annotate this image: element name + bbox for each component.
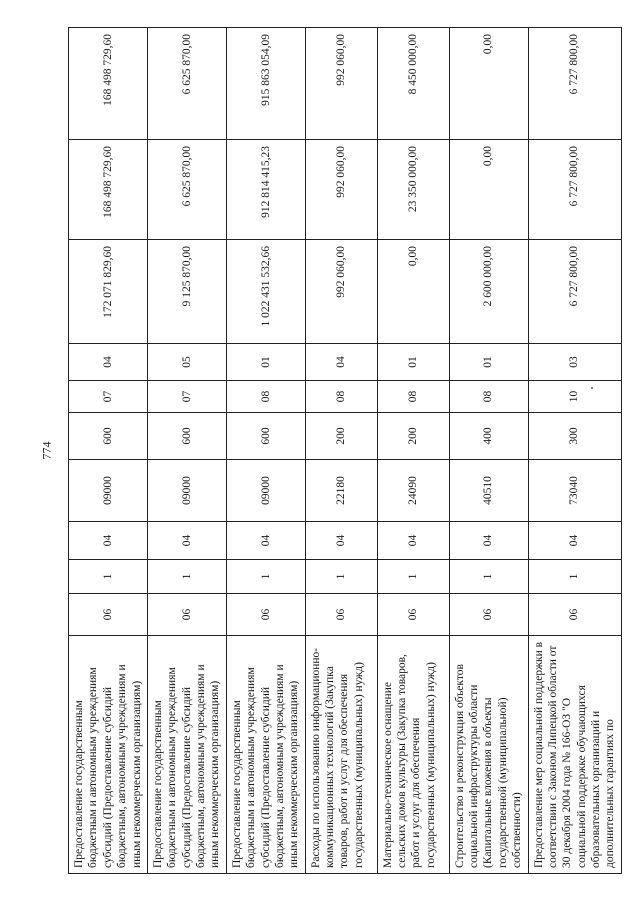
row-description: Предоставление государственным бюджетным и автономным учреждениям субсидий (Предоставление субсидий бюджетным, автономным учреждениям и иным некоммерческим организациям) xyxy=(226,636,305,874)
table-row xyxy=(226,28,305,874)
table-row xyxy=(147,28,226,874)
subprogram-code-cell: 1 xyxy=(226,560,305,594)
subprogram-code-cell: 1 xyxy=(305,560,377,594)
table-row xyxy=(528,28,621,874)
subsection-cell: 04 xyxy=(305,344,377,381)
budget-table xyxy=(68,27,622,874)
budget-table-rotated xyxy=(68,28,617,874)
page-number: 774 xyxy=(39,441,54,460)
section-cell: 10 xyxy=(528,381,621,413)
amount-year1-cell: 992 060,00 xyxy=(305,240,377,344)
section-cell: 08 xyxy=(226,381,305,413)
program-code-cell: 06 xyxy=(377,594,449,636)
subprogram-code-cell: 1 xyxy=(528,560,621,594)
row-description: Предоставление мер социальной поддержки в соответствии с Законом Липецкой области от 30 декабря 2004 года № 166-ОЗ "О социальной поддержке обучающихся образовательных организаций и дополнительных гарантиях по xyxy=(528,636,621,874)
subprogram-code-cell: 1 xyxy=(147,560,226,594)
expense-type-cell: 600 xyxy=(147,413,226,460)
amount-year2-cell: 0,00 xyxy=(449,140,528,240)
amount-year2-cell: 6 625 870,00 xyxy=(147,140,226,240)
subprogram-code-cell: 1 xyxy=(69,560,148,594)
subsection-cell: 03 xyxy=(528,344,621,381)
table-row xyxy=(449,28,528,874)
main-event-code-cell: 04 xyxy=(147,522,226,560)
main-event-code-cell: 04 xyxy=(69,522,148,560)
amount-year3-cell: 6 727 800,00 xyxy=(528,28,621,140)
row-description: Предоставление государственным бюджетным и автономным учреждениям субсидий (Предоставление субсидий бюджетным, автономным учреждениям и иным некоммерческим организациям) xyxy=(69,636,148,874)
subsection-cell: 01 xyxy=(226,344,305,381)
main-event-code-cell: 04 xyxy=(449,522,528,560)
program-code-cell: 06 xyxy=(449,594,528,636)
amount-year3-cell: 168 498 729,60 xyxy=(69,28,148,140)
program-code-cell: 06 xyxy=(226,594,305,636)
amount-year1-cell: 1 022 431 532,66 xyxy=(226,240,305,344)
row-description: Материально-техническое оснащение сельских домов культуры (Закупка товаров, работ и услуг для обеспечения государственных (муниципальных) нужд) xyxy=(377,636,449,874)
direction-code-cell: 09000 xyxy=(147,460,226,522)
amount-year1-cell: 9 125 870,00 xyxy=(147,240,226,344)
amount-year2-cell: 168 498 729,60 xyxy=(69,140,148,240)
amount-year3-cell: 6 625 870,00 xyxy=(147,28,226,140)
expense-type-cell: 600 xyxy=(69,413,148,460)
expense-type-cell: 400 xyxy=(449,413,528,460)
amount-year3-cell: 0,00 xyxy=(449,28,528,140)
expense-type-cell: 600 xyxy=(226,413,305,460)
section-cell: 08 xyxy=(377,381,449,413)
subprogram-code-cell: 1 xyxy=(449,560,528,594)
direction-code-cell: 22180 xyxy=(305,460,377,522)
section-cell: 08 xyxy=(305,381,377,413)
amount-year2-cell: 6 727 800,00 xyxy=(528,140,621,240)
amount-year1-cell: 0,00 xyxy=(377,240,449,344)
section-cell: 08 xyxy=(449,381,528,413)
expense-type-cell: 200 xyxy=(305,413,377,460)
direction-code-cell: 09000 xyxy=(226,460,305,522)
expense-type-cell: 300 xyxy=(528,413,621,460)
amount-year2-cell: 992 060,00 xyxy=(305,140,377,240)
main-event-code-cell: 04 xyxy=(305,522,377,560)
direction-code-cell: 73040 xyxy=(528,460,621,522)
subprogram-code-cell: 1 xyxy=(377,560,449,594)
main-event-code-cell: 04 xyxy=(528,522,621,560)
amount-year3-cell: 8 450 000,00 xyxy=(377,28,449,140)
row-description: Предоставление государственным бюджетным и автономным учреждениям субсидий (Предоставление субсидий бюджетным, автономным учреждениям и иным некоммерческим организациям) xyxy=(147,636,226,874)
section-cell: 07 xyxy=(69,381,148,413)
amount-year2-cell: 912 814 415,23 xyxy=(226,140,305,240)
main-event-code-cell: 04 xyxy=(226,522,305,560)
row-description: Расходы по использованию информационно-коммуникационных технологий (Закупка товаров, работ и услуг для обеспечения государственных (муниципальных) нужд) xyxy=(305,636,377,874)
row-description: Строительство и реконструкция объектов социальной инфраструктуры области (Капитальные вложения в объекты государственной (муниципальной) собственности) xyxy=(449,636,528,874)
amount-year1-cell: 2 600 000,00 xyxy=(449,240,528,344)
amount-year1-cell: 172 071 829,60 xyxy=(69,240,148,344)
amount-year1-cell: 6 727 800,00 xyxy=(528,240,621,344)
subsection-cell: 04 xyxy=(69,344,148,381)
main-event-code-cell: 04 xyxy=(377,522,449,560)
table-row xyxy=(305,28,377,874)
table-row xyxy=(69,28,148,874)
direction-code-cell: 09000 xyxy=(69,460,148,522)
program-code-cell: 06 xyxy=(305,594,377,636)
subsection-cell: 01 xyxy=(449,344,528,381)
subsection-cell: 05 xyxy=(147,344,226,381)
subsection-cell: 01 xyxy=(377,344,449,381)
program-code-cell: 06 xyxy=(147,594,226,636)
amount-year2-cell: 23 350 000,00 xyxy=(377,140,449,240)
expense-type-cell: 200 xyxy=(377,413,449,460)
program-code-cell: 06 xyxy=(69,594,148,636)
direction-code-cell: 24090 xyxy=(377,460,449,522)
table-row xyxy=(377,28,449,874)
amount-year3-cell: 992 060,00 xyxy=(305,28,377,140)
section-cell: 07 xyxy=(147,381,226,413)
amount-year3-cell: 915 863 054,09 xyxy=(226,28,305,140)
program-code-cell: 06 xyxy=(528,594,621,636)
direction-code-cell: 40510 xyxy=(449,460,528,522)
